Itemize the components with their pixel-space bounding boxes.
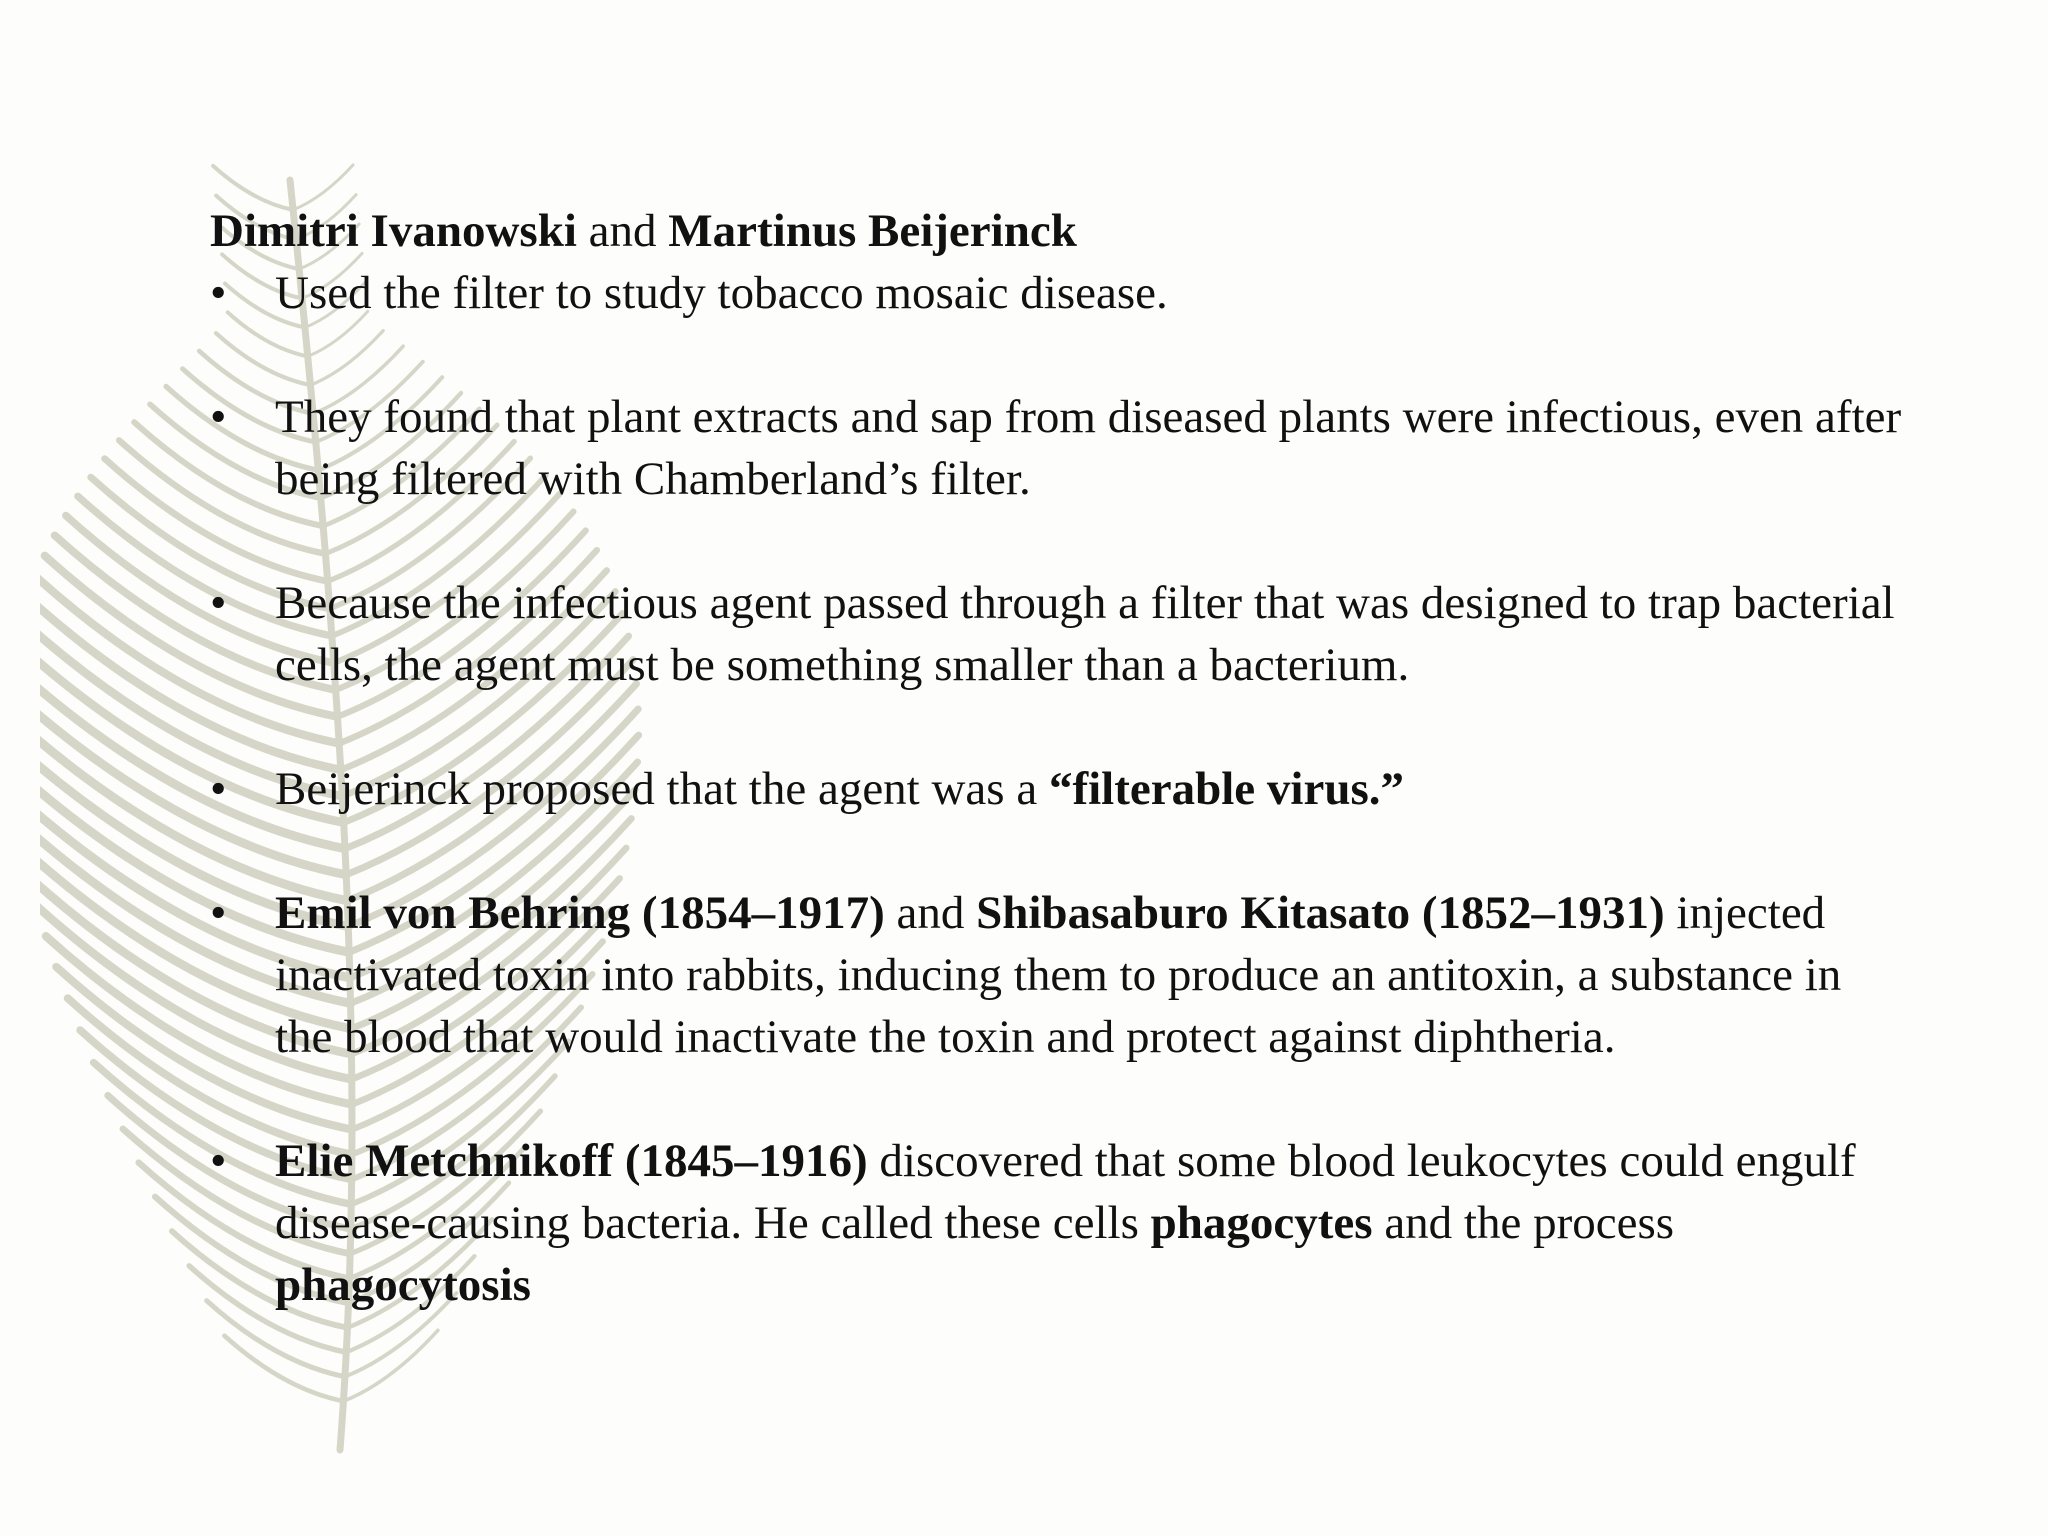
bullet-text: injected inactivated toxin into rabbits, inducing them to produce an antitoxin, a substance in the blood that would inactivate the toxin and protect against diphtheria. bbox=[275, 887, 1842, 1063]
bullet-item bbox=[210, 758, 1910, 820]
bullet-bold-term-phagocytosis: phagocytosis bbox=[275, 1259, 531, 1311]
bullet-bold-name-metchnikoff: Elie Metchnikoff (1845–1916) bbox=[275, 1135, 868, 1187]
slide-heading bbox=[210, 200, 1910, 262]
bullet-dot: • bbox=[210, 763, 227, 815]
bullet-text: Because the infectious agent passed through a filter that was designed to trap bacterial cells, the agent must be something smaller than a bacterium. bbox=[275, 577, 1895, 691]
bullet-item bbox=[210, 386, 1910, 510]
bullet-bold-name-kitasato: Shibasaburo Kitasato (1852–1931) bbox=[976, 887, 1665, 939]
bullet-item bbox=[210, 262, 1910, 324]
bullet-bold-name-behring: Emil von Behring (1854–1917) bbox=[275, 887, 885, 939]
bullet-text: discovered that some blood leukocytes could engulf disease-causing bacteria. He called these cells bbox=[275, 1135, 1856, 1249]
bullet-item bbox=[210, 882, 1910, 1068]
bullet-text: They found that plant extracts and sap from diseased plants were infectious, even after being filtered with Chamberland’s filter. bbox=[275, 391, 1902, 505]
bullet-item bbox=[210, 572, 1910, 696]
bullet-text: Beijerinck proposed that the agent was a bbox=[275, 763, 1049, 815]
bullet-item bbox=[210, 1130, 1910, 1316]
bullet-bold-term-phagocytes: phagocytes bbox=[1150, 1197, 1373, 1249]
bullet-dot: • bbox=[210, 267, 227, 319]
bullet-dot: • bbox=[210, 887, 227, 939]
bullet-dot: • bbox=[210, 391, 227, 443]
bullet-text: Used the filter to study tobacco mosaic disease. bbox=[275, 267, 1168, 319]
heading-name-ivanowski: Dimitri Ivanowski bbox=[210, 205, 577, 257]
bullet-dot: • bbox=[210, 577, 227, 629]
bullet-joiner: and bbox=[884, 887, 977, 939]
heading-name-beijerinck: Martinus Beijerinck bbox=[668, 205, 1077, 257]
heading-joiner: and bbox=[576, 205, 669, 257]
bullet-dot: • bbox=[210, 1135, 227, 1187]
bullet-bold-term: “filterable virus.” bbox=[1048, 763, 1405, 815]
slide-content bbox=[210, 200, 1910, 1316]
bullet-text: and the process bbox=[1372, 1197, 1675, 1249]
bullet-list bbox=[210, 262, 1910, 1316]
